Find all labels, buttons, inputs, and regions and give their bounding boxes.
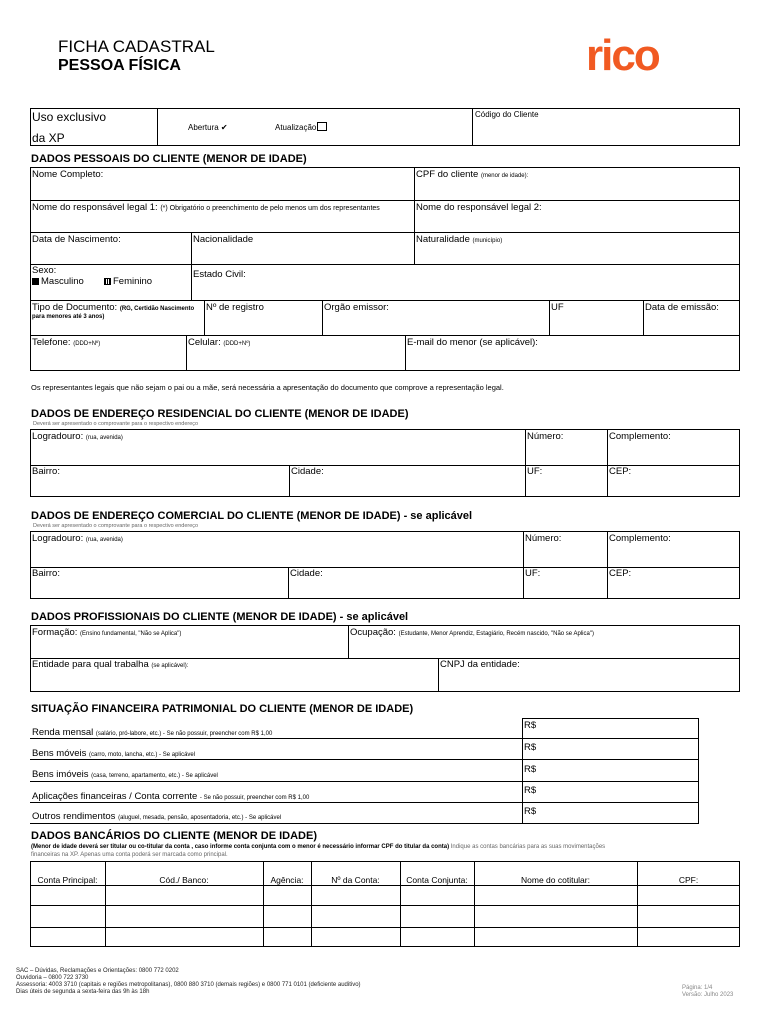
com-bairro-field[interactable]: Bairro:: [32, 568, 60, 579]
formacao-field[interactable]: Formação: (Ensino fundamental, "Não se Aplica"): [32, 627, 182, 638]
tipo-documento-note: para menores até 3 anos): [32, 314, 105, 320]
feminino-checkbox[interactable]: [104, 278, 111, 285]
abertura-option[interactable]: Abertura ✔: [188, 123, 228, 132]
section-dados-pessoais: DADOS PESSOAIS DO CLIENTE (MENOR DE IDADE): [31, 153, 307, 165]
footer-horario: Dias úteis de segunda a sexta-feira das 9h às 18h: [16, 989, 150, 995]
cnpj-entidade-field[interactable]: CNPJ da entidade:: [440, 659, 520, 670]
renda-mensal-value[interactable]: R$: [524, 720, 537, 731]
data-nascimento-field[interactable]: Data de Nascimento:: [32, 234, 121, 245]
email-menor-field[interactable]: E-mail do menor (se aplicável):: [407, 337, 538, 348]
bancarios-note-2: financeiras na XP. Apenas uma conta poderá ser marcada como principal.: [31, 852, 228, 858]
celular-field[interactable]: Celular: (DDD+Nº): [188, 337, 251, 348]
codigo-cliente-label: Código do Cliente: [475, 110, 539, 119]
com-uf-field[interactable]: UF:: [525, 568, 541, 579]
endereco-residencial-sub: Deverá ser apresentado o comprovante para o respectivo endereço: [33, 421, 199, 427]
version-label: Versão: Julho 2023: [682, 992, 734, 998]
bens-moveis-row[interactable]: Bens móveis (carro, moto, lancha, etc.) - Se aplicável: [32, 748, 196, 759]
masculino-checkbox[interactable]: [32, 278, 39, 285]
uf-field[interactable]: UF: [551, 302, 564, 313]
dados-pessoais-table: [30, 167, 740, 371]
table-row[interactable]: [31, 886, 739, 905]
renda-mensal-row[interactable]: Renda mensal (salário, pró-labore, etc.) - Se não possuir, preencher com R$ 1,00: [32, 727, 273, 738]
res-logradouro-field[interactable]: Logradouro: (rua, avenida): [32, 431, 123, 442]
nacionalidade-field[interactable]: Nacionalidade: [193, 234, 254, 245]
xp-label-1: Uso exclusivo: [32, 110, 107, 124]
cpf-cliente-field[interactable]: CPF do cliente (menor de idade):: [416, 169, 529, 180]
page-subtitle: PESSOA FÍSICA: [58, 57, 181, 74]
com-logradouro-field[interactable]: Logradouro: (rua, avenida): [32, 533, 123, 544]
outros-rendimentos-row[interactable]: Outros rendimentos (aluguel, mesada, pensão, aposentadoria, etc.) - Se aplicável: [32, 811, 282, 822]
rico-logo: rico: [586, 31, 659, 80]
section-profissionais: DADOS PROFISSIONAIS DO CLIENTE (MENOR DE IDADE) - se aplicável: [31, 611, 409, 623]
com-numero-field[interactable]: Número:: [525, 533, 562, 544]
tipo-documento-field[interactable]: Tipo de Documento: (RG, Certidão Nascimento: [32, 302, 195, 313]
col-conta-conjunta: Conta Conjunta:: [406, 875, 468, 885]
res-uf-field[interactable]: UF:: [527, 466, 543, 477]
sexo-label: Sexo:: [32, 265, 57, 276]
data-emissao-field[interactable]: Data de emissão:: [645, 302, 719, 313]
check-icon: ✔: [220, 123, 228, 132]
bens-moveis-value[interactable]: R$: [524, 742, 537, 753]
res-numero-field[interactable]: Número:: [527, 431, 564, 442]
telefone-field[interactable]: Telefone: (DDD+Nº): [32, 337, 101, 348]
col-cod-banco: Cód./ Banco:: [159, 875, 209, 885]
section-bancarios: DADOS BANCÁRIOS DO CLIENTE (MENOR DE IDADE): [31, 830, 318, 842]
responsavel-2-field[interactable]: Nome do responsável legal 2:: [416, 202, 542, 213]
financeira-table: [522, 718, 699, 824]
col-agencia: Agência:: [270, 875, 304, 885]
endereco-comercial-sub: Deverá ser apresentado o comprovante para o respectivo endereço: [33, 523, 199, 529]
res-complemento-field[interactable]: Complemento:: [609, 431, 671, 442]
bancarios-note: (Menor de idade deverá ser titular ou co-titular da conta , caso informe conta conjunta com o menor é necessário informar CPF do titular da conta) Indique as contas bancárias para as suas movimentações: [31, 844, 606, 850]
table-row[interactable]: [31, 906, 739, 927]
com-complemento-field[interactable]: Complemento:: [609, 533, 671, 544]
res-cep-field[interactable]: CEP:: [609, 466, 632, 477]
bens-imoveis-row[interactable]: Bens imóveis (casa, terreno, apartamento, etc.) - Se aplicável: [32, 769, 218, 780]
col-cpf: CPF:: [678, 875, 699, 885]
ocupacao-field[interactable]: Ocupação: (Estudante, Menor Aprendiz, Estagiário, Recém nascido, "Não se Aplica"): [350, 627, 594, 638]
atualizacao-checkbox[interactable]: [317, 122, 327, 131]
estado-civil-field[interactable]: Estado Civil:: [193, 269, 246, 280]
entidade-field[interactable]: Entidade para qual trabalha (se aplicável):: [32, 659, 189, 670]
page-number: Página: 1/4: [682, 985, 713, 991]
footer-ouvidoria: Ouvidoria – 0800 722 3730: [16, 975, 89, 981]
nome-completo-field[interactable]: Nome Completo:: [32, 169, 104, 180]
aplicacoes-row[interactable]: Aplicações financeiras / Conta corrente - Se não possuir, preencher com R$ 1,00: [32, 791, 310, 802]
outros-rendimentos-value[interactable]: R$: [524, 806, 537, 817]
xp-exclusive-box: [30, 108, 740, 146]
res-cidade-field[interactable]: Cidade:: [291, 466, 324, 477]
numero-registro-field[interactable]: Nº de registro: [206, 302, 264, 313]
table-row[interactable]: [31, 928, 739, 946]
naturalidade-field[interactable]: Naturalidade (município): [416, 234, 503, 245]
representantes-note: Os representantes legais que não sejam o pai ou a mãe, será necessária a apresentação do documento que comprove a representação legal.: [31, 383, 504, 392]
sexo-feminino-option[interactable]: Feminino: [104, 276, 152, 287]
section-financeira: SITUAÇÃO FINANCEIRA PATRIMONIAL DO CLIENTE (MENOR DE IDADE): [31, 703, 414, 715]
col-numero-conta: Nº da Conta:: [331, 875, 380, 885]
com-cidade-field[interactable]: Cidade:: [290, 568, 323, 579]
sexo-masculino-option[interactable]: Masculino: [32, 276, 84, 287]
bens-imoveis-value[interactable]: R$: [524, 764, 537, 775]
footer-assessoria: Assessoria: 4003 3710 (capitais e regiões metropolitanas), 0800 880 3710 (demais regiões) e 0800 771 0101 (deficiente auditivo): [16, 982, 361, 988]
xp-label-2: da XP: [32, 131, 65, 145]
com-cep-field[interactable]: CEP:: [609, 568, 632, 579]
section-endereco-residencial: DADOS DE ENDEREÇO RESIDENCIAL DO CLIENTE (MENOR DE IDADE): [31, 408, 409, 420]
col-conta-principal: Conta Principal:: [37, 875, 98, 885]
section-endereco-comercial: DADOS DE ENDEREÇO COMERCIAL DO CLIENTE (MENOR DE IDADE) - se aplicável: [31, 510, 473, 522]
atualizacao-option[interactable]: Atualização: [275, 122, 329, 133]
col-nome-cotitular: Nome do cotitular:: [521, 875, 590, 885]
page-title: FICHA CADASTRAL: [58, 37, 215, 56]
aplicacoes-value[interactable]: R$: [524, 785, 537, 796]
footer-sac: SAC – Dúvidas, Reclamações e Orientações: 0800 772 0202: [16, 968, 179, 974]
orgao-emissor-field[interactable]: Orgão emissor:: [324, 302, 389, 313]
responsavel-1-field[interactable]: Nome do responsável legal 1: (*) Obrigatório o preenchimento de pelo menos um dos representantes: [32, 202, 380, 213]
res-bairro-field[interactable]: Bairro:: [32, 466, 60, 477]
